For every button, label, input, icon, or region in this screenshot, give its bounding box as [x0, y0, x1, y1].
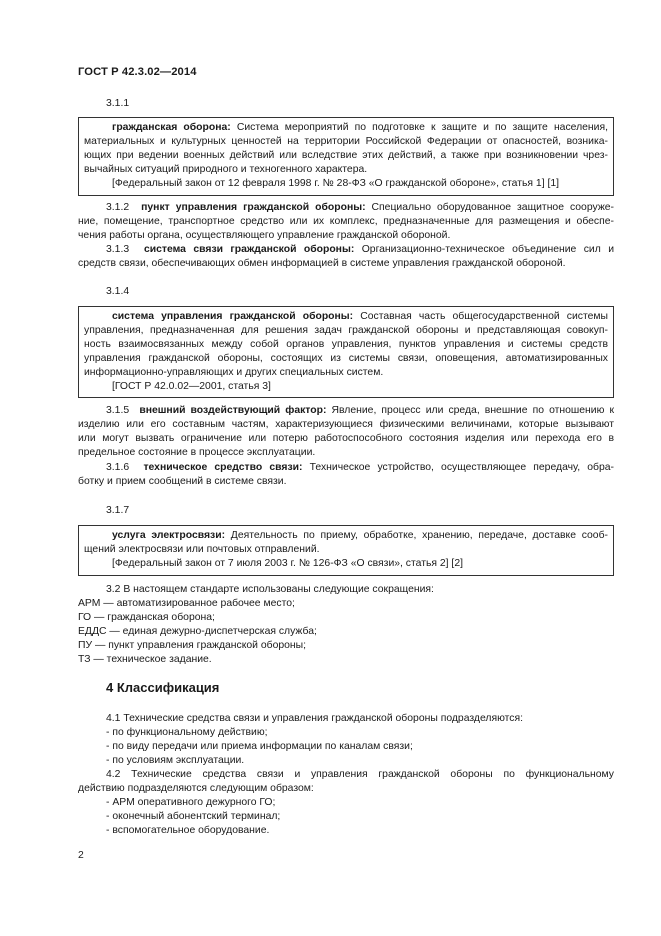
- paragraph-line: ние, помещение, транспортное средство или их комплекс, предназначенные для размещения и обеспе-: [78, 215, 614, 227]
- clause-number: 3.1.7: [106, 505, 130, 516]
- definition-source: [Федеральный закон от 7 июля 2003 г. № 126-ФЗ «О связи», статья 2] [2]: [112, 557, 463, 569]
- list-item: - вспомогательное оборудование.: [106, 824, 270, 836]
- definition-box: [78, 525, 614, 576]
- clause-number: 3.1.1: [106, 98, 130, 109]
- clause-number: 3.1.3: [106, 244, 130, 255]
- term: гражданская оборона:: [112, 122, 231, 133]
- definition-line: материальных и культурных ценностей на территории Российской Федерации от опасностей, возника-: [84, 135, 608, 147]
- clause-number: 3.1.2: [106, 202, 130, 213]
- list-item: - по виду передачи или приема информации по каналам связи;: [106, 740, 413, 752]
- list-item: ТЗ — техническое задание.: [78, 653, 212, 665]
- clause-paragraph: [78, 768, 614, 796]
- clause-paragraph: 3.1.3 система связи гражданской обороны: Организационно-техническое объединение сил и средств связи, обеспечивающих обмен информацией в системе управления гражданской обороной.: [78, 244, 615, 269]
- clause-number: 3.1.6: [106, 462, 130, 473]
- paragraph-line: ботку и прием сообщений в системе связи.: [78, 475, 287, 487]
- list-item: ГО — гражданская оборона;: [78, 611, 215, 623]
- term: пункт управления гражданской обороны:: [141, 202, 366, 213]
- definition-source: [Федеральный закон от 12 февраля 1998 г. № 28-ФЗ «О гражданской обороне», статья 1] [1]: [112, 177, 560, 189]
- term: система связи гражданской обороны:: [143, 244, 355, 255]
- definition-line: ность взаимосвязанных между собой органов управления, пунктов управления и системы средств: [84, 338, 608, 350]
- term: система управления гражданской обороны:: [112, 311, 354, 322]
- clause-paragraph: 4.1 Технические средства связи и управления гражданской обороны подразделяются:: [106, 713, 524, 724]
- clause-paragraph: 3.1.2 пункт управления гражданской обороны: Специально оборудованное защитное сооруже- ние, помещение, транспортное средство или их комплекс, предназначенные для размещения и обеспе- чения работы органа, осуществляющего управление гражданской обороной.: [78, 202, 615, 241]
- paragraph-line: действию подразделяются следующим образом:: [78, 782, 314, 794]
- abbreviation-intro: 3.2 В настоящем стандарте использованы следующие сокращения:: [106, 584, 434, 595]
- list-item: ЕДДС — единая дежурно-диспетчерская служба;: [78, 625, 317, 637]
- clause-paragraph: 3.1.6 техническое средство связи: Техническое устройство, осуществляющее передачу, обра- ботку и прием сообщений в системе связи.: [78, 462, 614, 487]
- definition-source: [ГОСТ Р 42.0.02—2001, статья 3]: [112, 380, 271, 392]
- paragraph-line: 4.2 Технические средства связи и управления гражданской обороны по функциональному: [106, 769, 614, 780]
- document-header: ГОСТ Р 42.3.02—2014: [78, 66, 197, 78]
- definition-line: ющих при ведении военных действий или вследствие этих действий, а также при возникновении чрез-: [84, 149, 608, 161]
- clause-number: 3.1.5: [106, 405, 130, 416]
- paragraph-line: чения работы органа, осуществляющего управление гражданской обороной.: [78, 229, 451, 241]
- paragraph-line: или могут вызвать ограничение или потерю работоспособного состояния изделия или перехода его в: [78, 432, 614, 444]
- paragraph-line: изделию или его составным частям, характеризующиеся физическими величинами, которые вызывают: [78, 418, 614, 430]
- definition-line: управления, предназначенная для решения задач гражданской обороны и представляющая совокуп-: [84, 324, 608, 336]
- bullet-list: [106, 796, 280, 838]
- definition-line: щений электросвязи или почтовых отправлений.: [84, 543, 320, 555]
- term: услуга электросвязи:: [112, 530, 226, 541]
- definition-line: система управления гражданской обороны: Составная часть общегосударственной системы: [112, 311, 608, 322]
- definition-line: гражданская оборона: Система мероприятий по подготовке к защите и по защите населения,: [112, 122, 608, 133]
- paragraph-line: предельное состояние в процессе эксплуатации.: [78, 446, 316, 458]
- clause-number: 3.1.4: [106, 286, 130, 297]
- definition-line: услуга электросвязи: Деятельность по приему, обработке, хранению, передаче, доставке сооб-: [112, 530, 608, 541]
- list-item: ПУ — пункт управления гражданской обороны;: [78, 639, 307, 651]
- list-item: - по условиям эксплуатации.: [106, 754, 245, 766]
- definition-line: информационно-управляющих и других специальных систем.: [84, 366, 384, 378]
- definition-line: управления гражданской обороны, состоящих из системы связи, оповещения, автоматизированных: [84, 352, 608, 364]
- definition-box: [78, 117, 614, 196]
- clause-paragraph: 3.1.5 внешний воздействующий фактор: Явление, процесс или среда, внешние по отношению к изделию или его составным частям, характеризующиеся физическими величинами, которые вызывают или могут вызвать ограничение или потерю работоспособного состояния изделия или перехода его в предельное состояние в процессе эксплуатации.: [78, 405, 614, 458]
- paragraph-line: средств связи, обеспечивающих обмен информацией в системе управления гражданской обороной.: [78, 257, 566, 269]
- list-item: АРМ — автоматизированное рабочее место;: [78, 598, 295, 609]
- list-item: - по функциональному действию;: [106, 727, 268, 738]
- list-item: - АРМ оперативного дежурного ГО;: [106, 797, 276, 808]
- section-heading: 4 Классификация: [106, 680, 220, 695]
- definition-line: вычайных ситуаций природного и техногенного характера.: [84, 163, 368, 175]
- bullet-list: [106, 726, 413, 768]
- abbreviation-list: [78, 597, 317, 667]
- page-number: 2: [78, 850, 84, 861]
- list-item: - оконечный абонентский терминал;: [106, 810, 281, 822]
- term: техническое средство связи:: [143, 462, 303, 473]
- definition-box: [78, 306, 614, 398]
- term: внешний воздействующий фактор:: [139, 405, 327, 416]
